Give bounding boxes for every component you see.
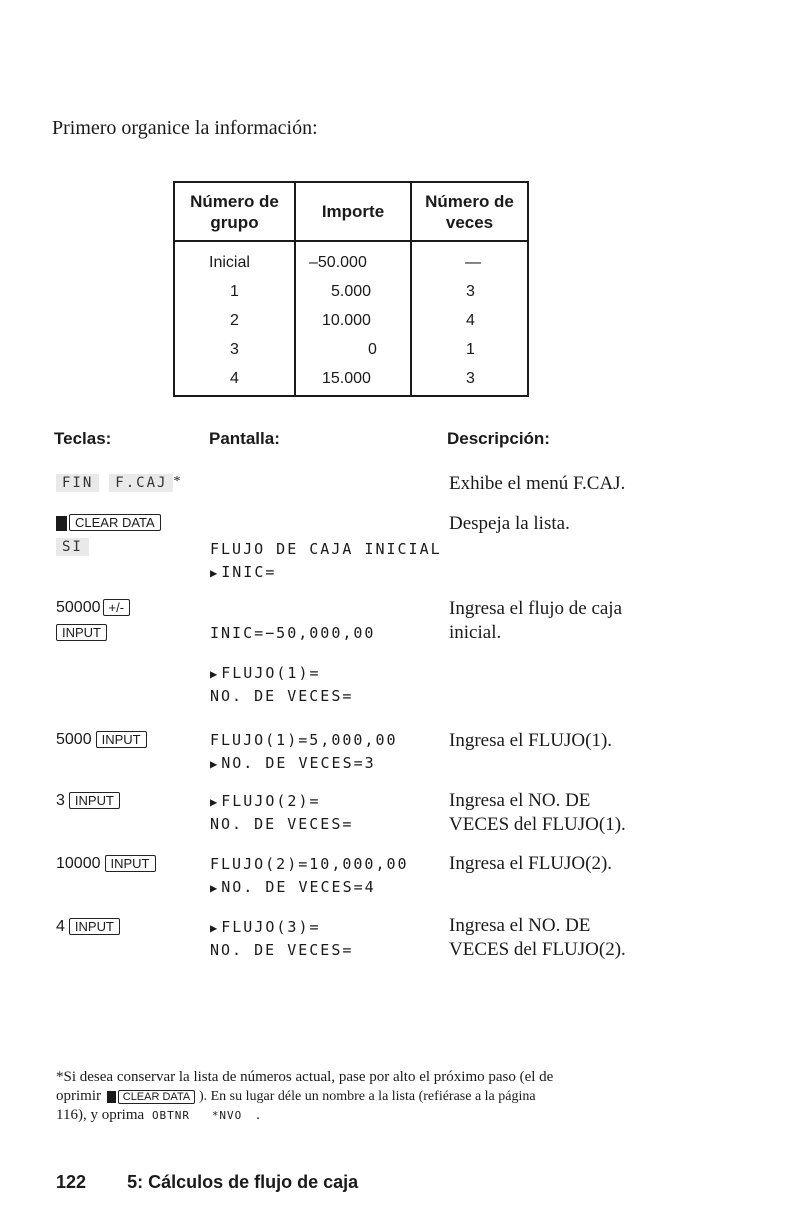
step5-desc-line2: VECES del FLUJO(1). [449,814,626,835]
cashflow-table [173,181,529,397]
step5-keys [56,792,120,810]
step4-number: 5000 [56,731,92,748]
step4-keys [56,731,147,749]
step7-number: 4 [56,918,65,935]
display-line: FLUJO(1)=5,000,00 [210,731,398,749]
footnote-text: 116), y oprima [56,1107,145,1123]
marker-arrow-icon: ▶ [210,757,220,771]
footnote-line3 [56,1106,696,1125]
display-line: NO. DE VECES= [210,815,354,833]
display-line-marker [210,918,321,936]
change-sign-key[interactable]: +/- [103,599,131,616]
input-key[interactable]: INPUT [69,918,120,935]
table-cell: 0 [368,341,377,358]
step7-desc-line2: VECES del FLUJO(2). [449,939,626,960]
input-key[interactable]: INPUT [69,792,120,809]
table-cell: 4 [466,312,475,329]
display-line: NO. DE VECES= [210,941,354,959]
step1-desc: Exhibe el menú F.CAJ. [449,473,626,494]
description-heading: Descripción: [447,429,550,448]
asterisk: * [173,474,181,489]
clear-data-key[interactable]: CLEAR DATA [69,514,161,531]
step5-number: 3 [56,792,65,809]
step3-number: 50000 [56,599,101,616]
marker-arrow-icon: ▶ [210,881,220,895]
nvo-softkey[interactable]: *NVO [211,1109,243,1122]
marker-arrow-icon: ▶ [210,667,220,681]
footnote-line1: *Si desea conservar la lista de números actual, pase por alto el próximo paso (el de [56,1069,554,1085]
display-line-marker [210,754,376,772]
display-line-marker [210,878,376,896]
step2-keys [56,514,161,532]
display-line: NO. DE VECES=3 [221,754,376,772]
step7-keys [56,918,120,936]
intro-text: Primero organice la información: [52,117,318,139]
keys-heading: Teclas: [54,429,112,448]
display-line-marker [210,563,276,581]
step2-desc: Despeja la lista. [449,513,570,534]
table-cell: 15.000 [322,370,371,387]
header-amount: Importe [321,202,385,221]
chapter-title: 5: Cálculos de flujo de caja [127,1172,359,1192]
display-line: INIC= [221,563,277,581]
input-key[interactable]: INPUT [56,624,107,641]
footnote-line2 [56,1087,696,1106]
display-line: FLUJO(3)= [221,918,321,936]
display-line: FLUJO(2)= [221,792,321,810]
table-cell: 3 [466,370,475,387]
header-times: Número de veces [425,191,514,232]
display-line: INIC=−50,000,00 [210,624,376,642]
shift-key-icon [56,516,67,531]
table-cell: 5.000 [331,283,372,300]
step3-input-row [56,624,107,642]
table-cell: 1 [230,283,239,300]
marker-arrow-icon: ▶ [210,795,220,809]
table-cell: 4 [230,370,239,387]
display-line: FLUJO DE CAJA INICIAL [210,540,442,558]
step3-desc-line1: Ingresa el flujo de caja [449,598,623,619]
si-softkey[interactable]: SI [56,538,89,556]
step1-keys [56,474,180,492]
footnote-text: oprimir [56,1088,101,1104]
display-line-marker [210,792,321,810]
table-cell: Inicial [209,254,250,271]
step6-number: 10000 [56,855,101,872]
input-key[interactable]: INPUT [96,731,147,748]
step6-keys [56,855,156,873]
display-line: FLUJO(2)=10,000,00 [210,855,409,873]
step5-desc-line1: Ingresa el NO. DE [449,790,591,811]
marker-arrow-icon: ▶ [210,921,220,935]
table-cell: 2 [230,312,239,329]
table-cell: –50.000 [309,254,367,271]
fcaj-softkey[interactable]: F.CAJ [109,474,173,492]
fin-softkey[interactable]: FIN [56,474,99,492]
table-cell: 1 [466,341,475,358]
footnote [56,1068,696,1125]
table-cell: 3 [466,283,475,300]
page-number: 122 [56,1172,87,1192]
step4-desc: Ingresa el FLUJO(1). [449,730,613,751]
obtnr-softkey[interactable]: OBTNR [151,1109,191,1122]
display-line: NO. DE VECES= [210,687,354,705]
page-footer [56,1172,358,1193]
display-line: NO. DE VECES=4 [221,878,376,896]
footnote-text: . [256,1107,260,1123]
step2-softkey-row [56,538,89,556]
step6-desc: Ingresa el FLUJO(2). [449,853,613,874]
footnote-text: ). En su lugar déle un nombre a la lista (refiérase a la página [198,1089,536,1104]
display-heading: Pantalla: [209,429,280,448]
input-key[interactable]: INPUT [105,855,156,872]
shift-key-icon [107,1091,116,1103]
step3-keys [56,599,130,617]
table-cell: — [465,254,481,271]
display-line: FLUJO(1)= [221,664,321,682]
marker-arrow-icon: ▶ [210,566,220,580]
step7-desc-line1: Ingresa el NO. DE [449,915,591,936]
table-cell: 3 [230,341,239,358]
header-group: Número de grupo [190,191,279,232]
table-header-rule [175,240,527,242]
display-line-marker [210,664,321,682]
clear-data-key[interactable]: CLEAR DATA [118,1090,195,1104]
table-cell: 10.000 [322,312,371,329]
step3-desc-line2: inicial. [449,622,502,643]
